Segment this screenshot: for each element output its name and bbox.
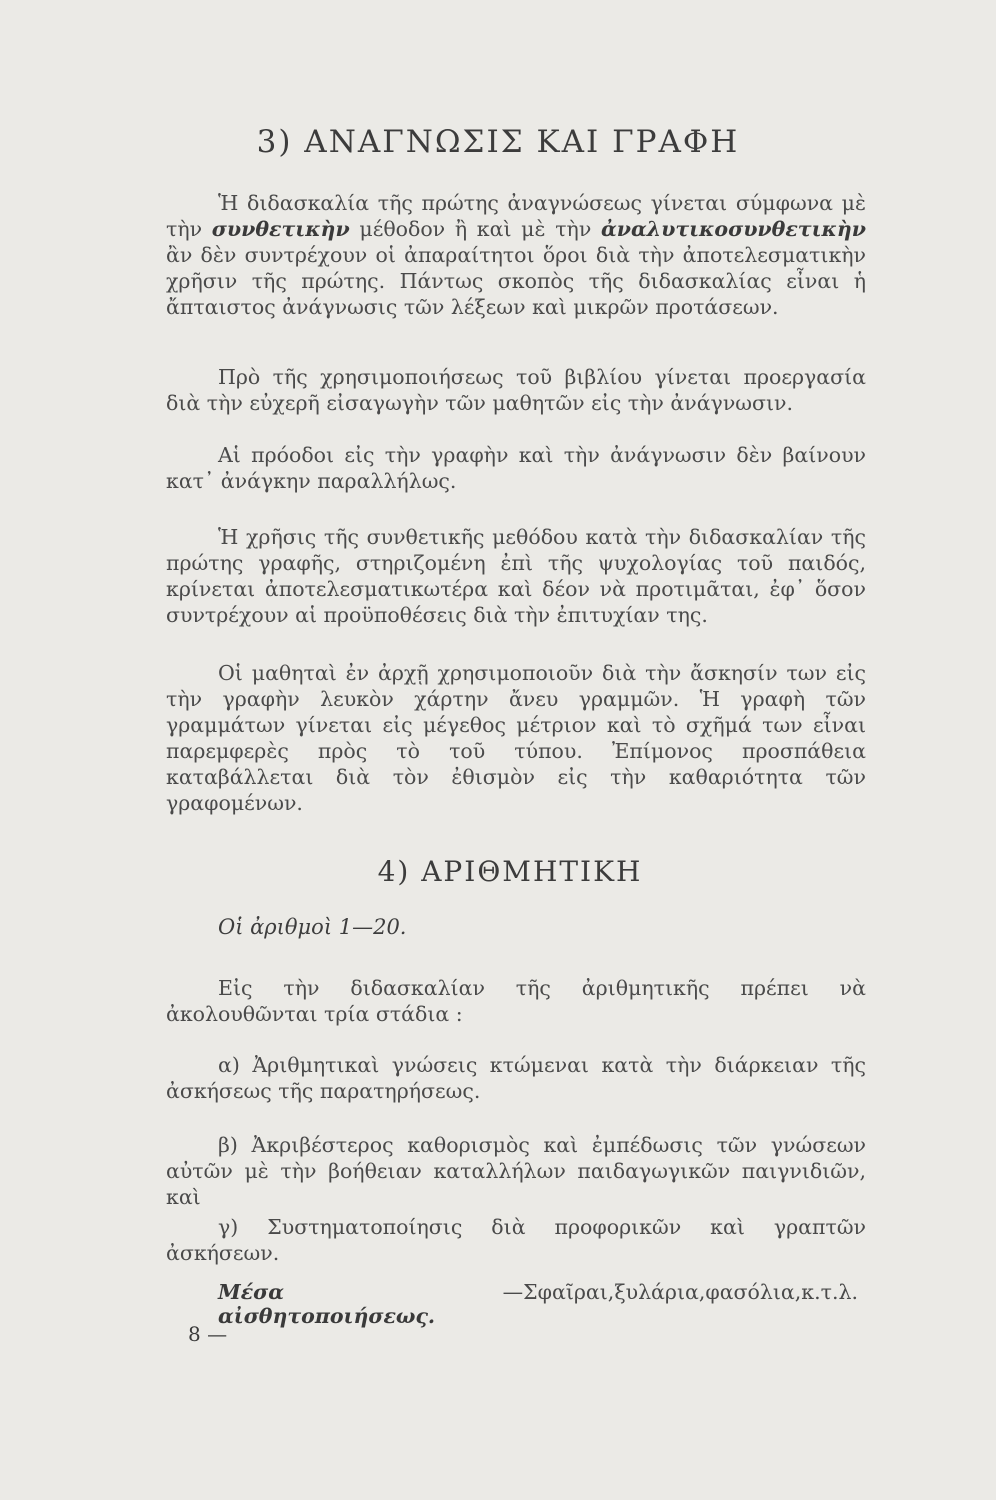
- emphasis-synthetic: συνθετικὴν: [211, 217, 350, 241]
- page-number: 8 —: [188, 1322, 228, 1346]
- subheading-numbers: Οἱ ἀριθμοὶ 1—20.: [218, 915, 407, 939]
- means-line: [218, 1280, 858, 1328]
- section-heading-reading-writing: 3) ΑΝΑΓΝΩΣΙΣ ΚΑΙ ΓΡΑΦΗ: [256, 124, 740, 160]
- section-heading-arithmetic: 4) ΑΡΙΘΜΗΤΙΚΗ: [377, 855, 643, 888]
- paragraph-text: μέθοδον ἢ καὶ μὲ τὴν: [349, 217, 601, 241]
- list-item-stage-b: β) Ἀκριβέστερος καθορισμὸς καὶ ἐμπέδωσις τῶν γνώσεων αὐτῶν μὲ τὴν βοήθειαν καταλλήλων παιδαγωγικῶν παιγνιδιῶν, καὶ: [166, 1133, 866, 1209]
- paragraph-reading-method: [166, 190, 866, 320]
- means-label: Μέσα αἰσθητοποιήσεως.: [218, 1280, 436, 1328]
- paragraph-text: Ἡ διδασκαλία τῆς πρώτης ἀναγνώσεως γίνεται σύμφωνα μὲ τὴν: [166, 191, 866, 241]
- paragraph-arithmetic-intro: Εἰς τὴν διδασκαλίαν τῆς ἀριθμητικῆς πρέπει νὰ ἀκολουθῶνται τρία στάδια :: [166, 976, 866, 1026]
- means-dash: —: [502, 1280, 524, 1304]
- means-item: κ.τ.λ.: [801, 1280, 858, 1304]
- paragraph-writing-method: Ἡ χρῆσις τῆς συνθετικῆς μεθόδου κατὰ τὴν διδασκαλίαν τῆς πρώτης γραφῆς, στηριζομένη ἐπὶ τῆς ψυχολογίας τοῦ παιδός, κρίνεται ἀποτελεσματικωτέρα καὶ δέον νὰ προτιμᾶται, ἐφ᾿ ὅσον συντρέχουν αἱ προϋποθέσεις διὰ τὴν ἐπιτυχίαν της.: [166, 525, 866, 627]
- means-item: φασόλια,: [705, 1280, 802, 1304]
- means-item: Σφαῖραι,: [523, 1280, 615, 1304]
- emphasis-analytic-synthetic: ἀναλυτικοσυνθετικὴν: [600, 217, 866, 241]
- paragraph-text: ἂν δὲν συντρέχουν οἱ ἀπαραίτητοι ὅροι διὰ τὴν ἀποτελεσματικὴν χρῆσιν τῆς πρώτης. Πάντως σκοπὸς τῆς διδασκαλίας εἶναι ἡ ἄπταιστος ἀνάγνωσις τῶν λέξεων καὶ μικρῶν προτάσεων.: [166, 243, 866, 319]
- paragraph-progress: Αἱ πρόοδοι εἰς τὴν γραφὴν καὶ τὴν ἀνάγνωσιν δὲν βαίνουν κατ᾿ ἀνάγκην παραλλήλως.: [166, 443, 866, 493]
- list-item-stage-a: α) Ἀριθμητικαὶ γνώσεις κτώμεναι κατὰ τὴν διάρκειαν τῆς ἀσκήσεως τῆς παρατηρήσεως.: [166, 1053, 866, 1103]
- paragraph-writing-practice: Οἱ μαθηταὶ ἐν ἀρχῇ χρησιμοποιοῦν διὰ τὴν ἄσκησίν των εἰς τὴν γραφὴν λευκὸν χάρτην ἄνευ γραμμῶν. Ἡ γραφὴ τῶν γραμμάτων γίνεται εἰς μέγεθος μέτριον καὶ τὸ σχῆμά των εἶναι παρεμφερὲς πρὸς τὸ τοῦ τύπου. Ἐπίμονος προσπάθεια καταβάλλεται διὰ τὸν ἐθισμὸν εἰς τὴν καθαριότητα τῶν γραφομένων.: [166, 661, 866, 815]
- list-item-stage-c: γ) Συστηματοποίησις διὰ προφορικῶν καὶ γραπτῶν ἀσκήσεων.: [166, 1215, 866, 1265]
- means-item: ξυλάρια,: [614, 1280, 706, 1304]
- paragraph-preparation: Πρὸ τῆς χρησιμοποιήσεως τοῦ βιβλίου γίνεται προεργασία διὰ τὴν εὐχερῆ εἰσαγωγὴν τῶν μαθητῶν εἰς τὴν ἀνάγνωσιν.: [166, 365, 866, 415]
